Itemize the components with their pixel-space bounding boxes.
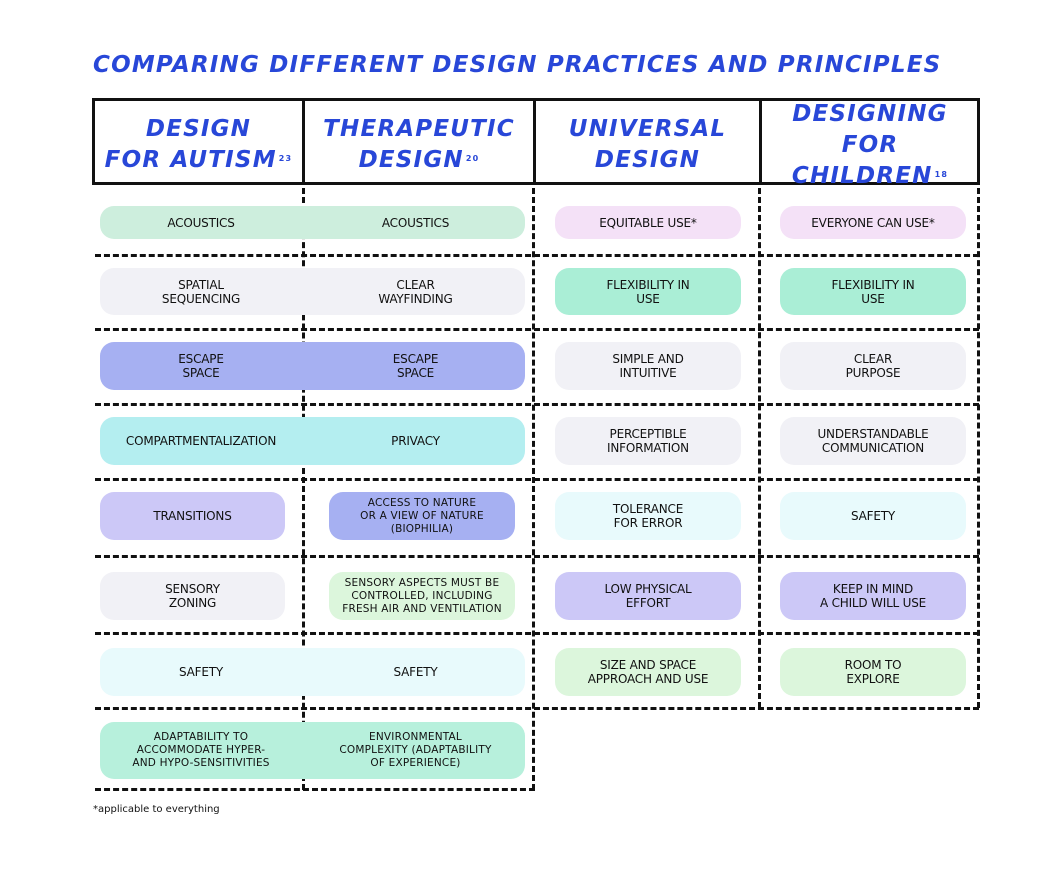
column-header-line1: DESIGNING — [792, 100, 948, 127]
footnote: *applicable to everything — [93, 804, 220, 815]
principle-autism: ESCAPE SPACE — [178, 352, 224, 380]
reference-number: 20 — [465, 154, 480, 163]
principle-autism: SENSORY ZONING — [100, 572, 285, 620]
row-divider — [95, 707, 979, 710]
principle-children: FLEXIBILITY IN USE — [780, 268, 966, 315]
reference-number: 23 — [278, 154, 293, 163]
principle-children: KEEP IN MIND A CHILD WILL USE — [780, 572, 966, 620]
principle-universal: LOW PHYSICAL EFFORT — [555, 572, 741, 620]
principle-children: UNDERSTANDABLE COMMUNICATION — [780, 417, 966, 465]
principle-therapeutic: CLEAR WAYFINDING — [378, 277, 453, 306]
column-header-autism — [95, 110, 302, 180]
principle-universal: SIMPLE AND INTUITIVE — [555, 342, 741, 390]
row-divider — [95, 478, 979, 481]
column-divider — [758, 188, 761, 708]
principle-therapeutic: ESCAPE SPACE — [392, 352, 439, 380]
principle-children: CLEAR PURPOSE — [780, 342, 966, 390]
principle-therapeutic: ACOUSTICS — [381, 215, 450, 230]
principle-universal: TOLERANCE FOR ERROR — [555, 492, 741, 540]
principle-children: EVERYONE CAN USE* — [780, 206, 966, 239]
column-header-line2: FOR CHILDREN — [791, 131, 933, 189]
column-header-universal — [536, 110, 759, 180]
principle-therapeutic: ACCESS TO NATURE OR A VIEW OF NATURE (BIOPHILIA) — [329, 492, 515, 540]
row-divider — [95, 328, 979, 331]
principle-autism: TRANSITIONS — [100, 492, 285, 540]
principle-autism: ACOUSTICS — [167, 215, 235, 230]
principle-therapeutic: SENSORY ASPECTS MUST BE CONTROLLED, INCLUDING FRESH AIR AND VENTILATION — [329, 572, 515, 620]
principle-therapeutic: SAFETY — [393, 665, 438, 679]
row-divider — [95, 632, 979, 635]
principle-autism: SAFETY — [179, 665, 223, 679]
principle-autism: SPATIAL SEQUENCING — [161, 277, 241, 306]
row-divider — [95, 254, 979, 257]
principle-universal: FLEXIBILITY IN USE — [555, 268, 741, 315]
principle-children: ROOM TO EXPLORE — [780, 648, 966, 696]
column-header-line2: DESIGN — [594, 147, 701, 173]
principle-autism: COMPARTMENTALIZATION — [125, 434, 277, 448]
column-header-therapeutic — [305, 110, 533, 180]
principle-universal: PERCEPTIBLE INFORMATION — [555, 417, 741, 465]
principle-children: SAFETY — [780, 492, 966, 540]
principle-universal: SIZE AND SPACE APPROACH AND USE — [555, 648, 741, 696]
column-header-line2: DESIGN — [358, 147, 464, 173]
column-divider — [532, 188, 535, 790]
principle-universal: EQUITABLE USE* — [555, 206, 741, 239]
row-divider — [95, 403, 979, 406]
principle-therapeutic: ENVIRONMENTAL COMPLEXITY (ADAPTABILITY OF EXPERIENCE) — [339, 731, 492, 769]
principle-autism: ADAPTABILITY TO ACCOMMODATE HYPER- AND HYPO-SENSITIVITIES — [132, 731, 270, 769]
reference-number: 18 — [934, 169, 949, 179]
column-header-line1: THERAPEUTIC — [323, 116, 515, 142]
column-divider — [977, 188, 980, 708]
row-divider — [95, 555, 979, 558]
column-header-line2: FOR AUTISM — [104, 147, 277, 173]
column-header-children — [762, 100, 978, 189]
page-title: COMPARING DIFFERENT DESIGN PRACTICES AND PRINCIPLES — [93, 52, 942, 78]
column-header-line1: UNIVERSAL — [568, 116, 727, 142]
column-header-line1: DESIGN — [145, 116, 252, 142]
row-divider — [95, 788, 535, 791]
principle-therapeutic: PRIVACY — [391, 434, 440, 448]
